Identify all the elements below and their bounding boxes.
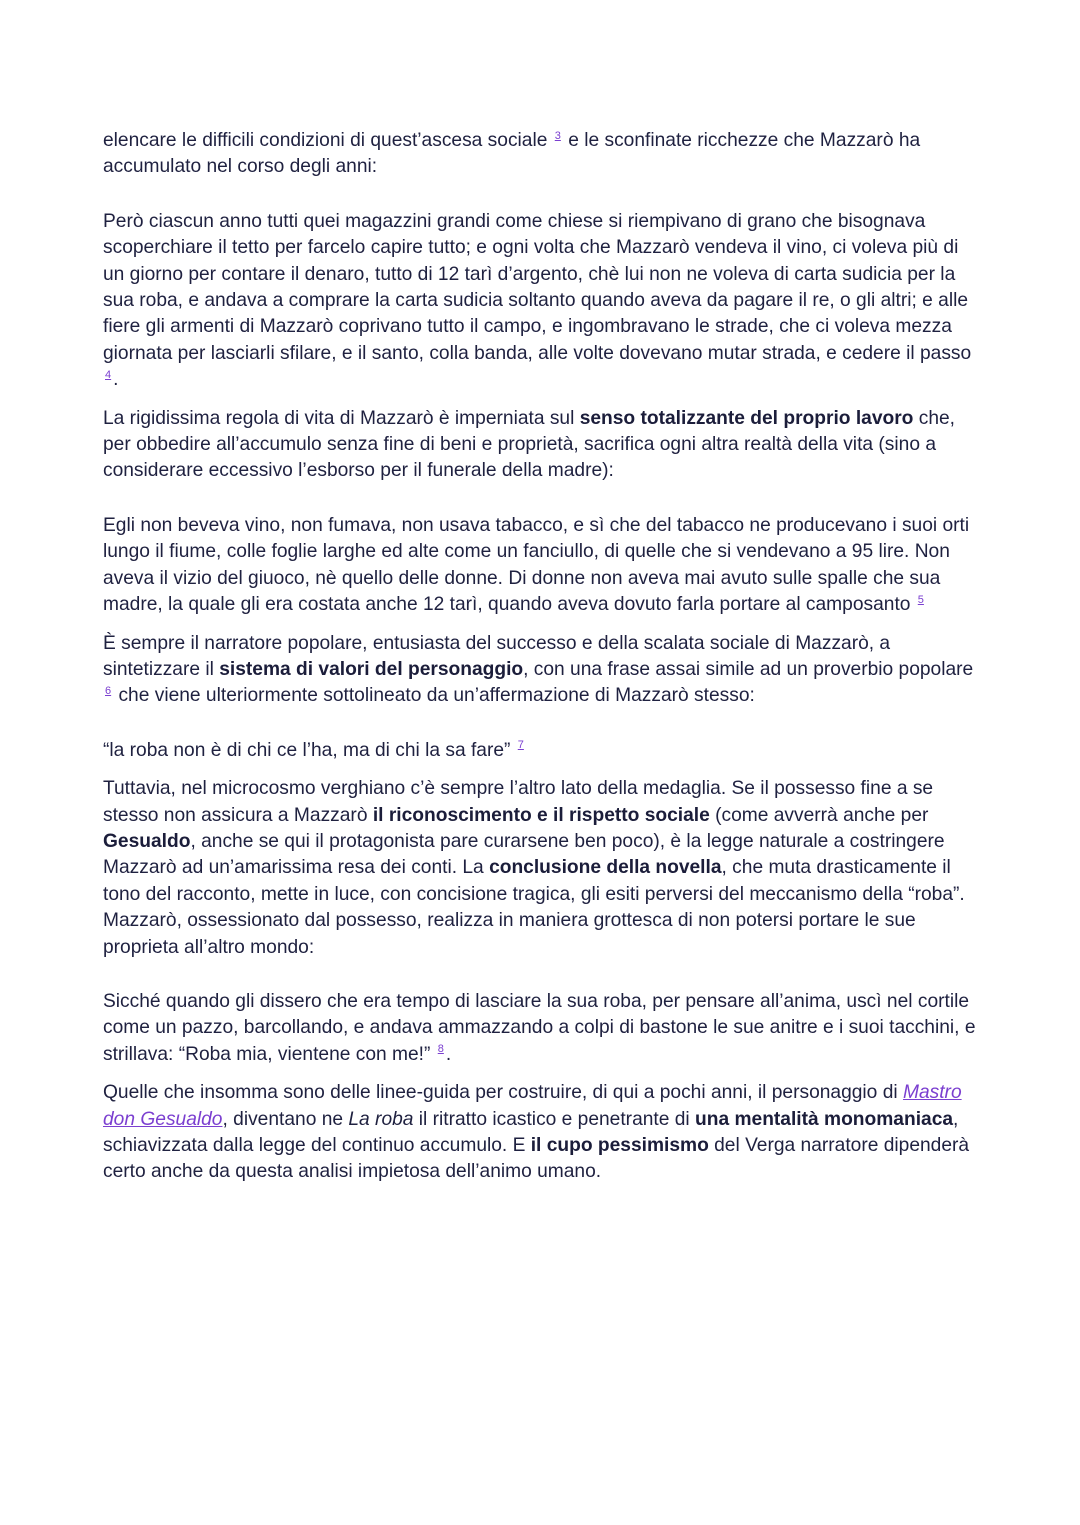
bold-mentalita: una mentalità monomaniaca	[695, 1108, 954, 1130]
footnote-link-5[interactable]: 5	[917, 593, 924, 606]
bold-gesualdo: Gesualdo	[103, 830, 191, 852]
paragraph-intro: elencare le difficili condizioni di quest’ascesa sociale $^3$ e le sconfinate ricchezze che Mazzarò ha accumulato nel corso degli anni:	[103, 129, 921, 178]
paragraph-conclusione: Quelle che insomma sono delle linee-guida per costruire, di qui a pochi anni, il personaggio di Mastro don Gesualdo, diventano ne La roba il ritratto icastico e penetrante di una mentalità monomaniaca, schiavizzata dalla legge del continuo accumulo. E il cupo pessimismo del Verga narratore dipenderà certo anche da questa analisi impietosa dell’animo umano.	[103, 1082, 970, 1183]
footnote-link-6[interactable]: 6	[105, 684, 112, 697]
paragraph-tuttavia: Tuttavia, nel microcosmo verghiano c’è sempre l’altro lato della medaglia. Se il possesso fine a se stesso non assicura a Mazzarò il riconoscimento e il rispetto sociale (come avverrà anche per Gesualdo, anche se qui il protagonista pare curarsene ben poco), è la legge naturale a costringere Mazzarò ad un’amarissima resa dei conti. La conclusione della novella, che muta drasticamente il tono del racconto, mette in luce, con concisione tragica, gli esiti perversi del meccanismo della “roba”. Mazzarò, ossessionato dal possesso, realizza in maniera grottesca di non potersi portare le sue proprieta all’altro mondo:	[103, 778, 965, 958]
document-body	[103, 128, 983, 1198]
footnote-link-4[interactable]: 4	[105, 368, 112, 381]
title-la-roba: La roba	[348, 1108, 414, 1130]
quote-proverbio: “la roba non è di chi ce l’ha, ma di chi la sa fare” $^7$	[103, 739, 524, 761]
bold-sistema-valori: sistema di valori del personaggio	[219, 658, 524, 680]
link-mastro-don-gesualdo[interactable]: Mastro don Gesualdo	[103, 1082, 962, 1130]
footnote-link-8[interactable]: 8	[437, 1043, 444, 1056]
footnote-link-7[interactable]: 7	[517, 739, 524, 752]
bold-conclusione: conclusione della novella	[489, 857, 722, 879]
quote-vino: Egli non beveva vino, non fumava, non usava tabacco, e sì che del tabacco ne producevano i suoi orti lungo il fiume, colle foglie larghe ed alte come un fanciullo, di quelle che si vendevano a 95 lire. Non aveva il vizio del giuoco, nè quello delle donne. Di donne non aveva mai avuto sulle spalle che sua madre, la quale gli era costata anche 12 tarì, quando aveva dovuto farla portare al camposanto $^5$	[103, 514, 970, 616]
paragraph-narratore: È sempre il narratore popolare, entusiasta del successo e della scalata sociale di Mazzarò, a sintetizzare il sistema di valori del personaggio, con una frase assai simile ad un proverbio popolare $^6$ che viene ulteriormente sottolineato da un’affermazione di Mazzarò stesso:	[103, 632, 974, 707]
bold-senso-lavoro: senso totalizzante del proprio lavoro	[579, 407, 914, 429]
bold-pessimismo: il cupo pessimismo	[530, 1135, 709, 1156]
bold-riconoscimento: il riconoscimento e il rispetto sociale	[372, 804, 710, 826]
footnote-link-3[interactable]: 3	[554, 129, 561, 142]
paragraph-regola: La rigidissima regola di vita di Mazzarò è imperniata sul senso totalizzante del proprio lavoro che, per obbedire all’accumulo senza fine di beni e proprietà, sacrifica ogni altra realtà della vita (sino a considerare eccessivo l’esborso per il funerale della madre):	[103, 407, 956, 482]
quote-roba-mia: Sicché quando gli dissero che era tempo di lasciare la sua roba, per pensare all’anima, uscì nel cortile come un pazzo, barcollando, e andava ammazzando a colpi di bastone le sue anitre e i suoi tacchini, e strillava: “Roba mia, vientene con me!” $^8$ .	[103, 990, 976, 1065]
quote-magazzini: Però ciascun anno tutti quei magazzini grandi come chiese si riempivano di grano che bisognava scoperchiare il tetto per farcelo capire tutto; e ogni volta che Mazzarò vendeva il vino, ci voleva più di un giorno per contare il denaro, tutto di 12 tarì d’argento, chè lui non ne voleva di carta sudicia per la sua roba, e andava a comprare la carta sudicia soltanto quando aveva da pagare il re, o gli altri; e alle fiere gli armenti di Mazzarò coprivano tutto il campo, e ingombravano le strade, che ci voleva mezza giornata per lasciarli sfilare, e il santo, colla banda, alle volte dovevano mutar strada, e cedere il passo $^4$ .	[103, 210, 972, 391]
